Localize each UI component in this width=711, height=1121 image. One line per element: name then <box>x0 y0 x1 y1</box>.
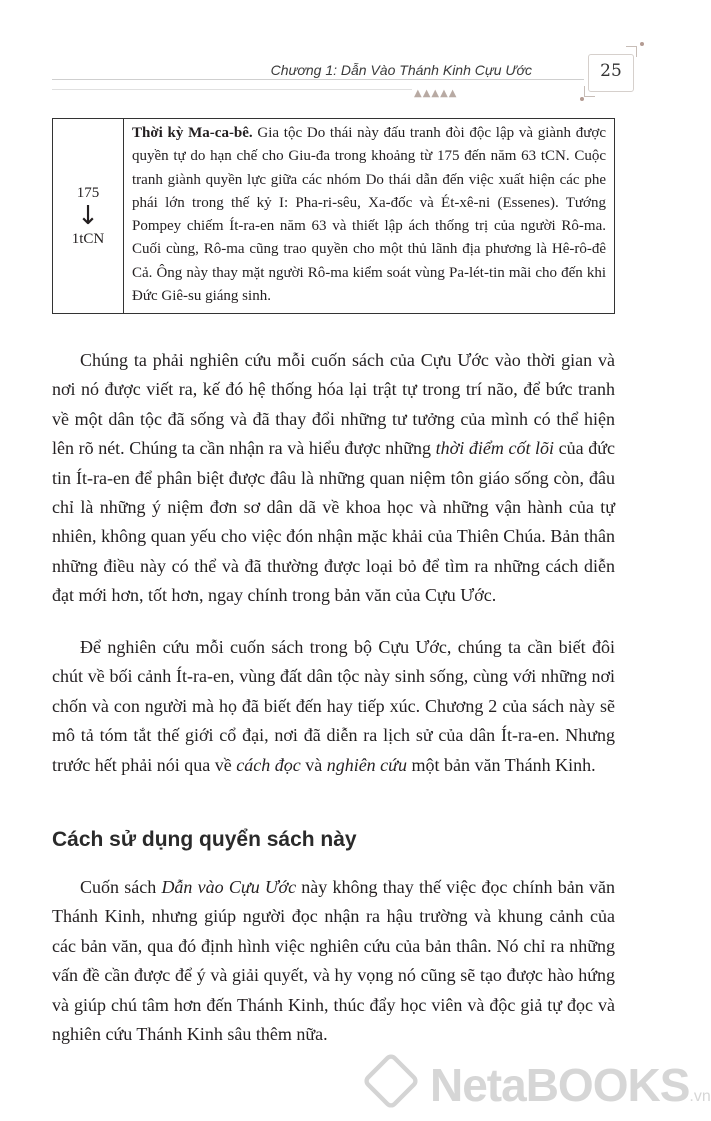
page-number: 25 <box>600 61 622 81</box>
timeline-table <box>52 118 615 314</box>
dot-ornament <box>640 42 644 46</box>
timeline-row <box>53 119 615 314</box>
body-paragraph-1 <box>52 346 615 611</box>
paragraph-text: này không thay thế việc đọc chính bản văn Thánh Kinh, nhưng giúp người đọc nhận ra hậu trường và khung cảnh của các bản văn, qua đó định hình việc nghiên cứu của bản thân. Nó chỉ ra những vấn đề cần được để ý và giải quyết, và hy vọng nó cũng sẽ tạo được hào hứng và giúp chú tâm hơn đến Thánh Kinh, thúc đẩy học viên và độc giả tự đọc và nghiên cứu Thánh Kinh sâu thêm nữa. <box>52 877 615 1045</box>
watermark-text <box>430 1058 711 1112</box>
date-end: 1tCN <box>71 231 105 248</box>
period-description: Gia tộc Do thái này đấu tranh đòi độc lập và giành được quyền tự do hạn chế cho Giu-đa trong khoảng từ 175 đến năm 63 tCN. Cuộc tranh giành quyền lực giữa các nhóm Do thái dẫn đến việc xuất hiện các phe phái lớn trong thế kỷ I: Pha-ri-sêu, Xa-đốc và Ét-xê-ni (Essenes). Tướng Pompey chiếm Ít-ra-en năm 63 và thiết lập ách thống trị của người Rô-ma. Cuối cùng, Rô-ma cũng trao quyền cho một thủ lãnh địa phương là Hê-rô-đê Cả. Ông này thay mặt người Rô-ma kiểm soát vùng Pa-lét-tin mãi cho đến khi Đức Giê-su giáng sinh. <box>132 125 607 305</box>
header-rule-secondary <box>52 89 412 90</box>
body-paragraph-2 <box>52 633 615 780</box>
period-description-cell <box>124 119 615 314</box>
emphasis-text: nghiên cứu <box>326 754 407 775</box>
netabooks-logo-icon <box>361 1051 420 1110</box>
paragraph-text: của đức tin Ít-ra-en để phân biệt được đâu là những quan niệm tôn giáo sống còn, đâu chỉ là những ý niệm đơn sơ dân dã về khoa học và những vận hành của tự nhiên, không quan yếu cho việc đón nhận mặc khải của Thiên Chúa. Bản thân những điều này có thể và đã thường được loại bỏ để tìm ra những cách diễn đạt mới hơn, tốt hơn, ngay chính trong bản văn của Cựu Ước. <box>52 438 615 606</box>
period-title: Thời kỳ Ma-ca-bê. <box>132 125 253 141</box>
section-heading: Cách sử dụng quyển sách này <box>52 828 357 851</box>
star-ornament-icon: ▲▲▲▲▲ <box>414 88 458 99</box>
watermark <box>362 1050 711 1120</box>
paragraph-text: Chúng ta phải nghiên cứu mỗi cuốn sách của Cựu Ước vào thời gian và nơi nó được viết ra, kế đó hệ thống hóa lại trật tự trong trí não, để bức tranh về một dân tộc đã sống và đã thay đổi những tư tưởng của mình có thể hiện lên rõ nét. Chúng ta cần nhận ra và hiểu được những <box>52 350 615 459</box>
arrow-down-icon: ↓ <box>77 201 99 232</box>
emphasis-text: thời điểm cốt lõi <box>435 438 555 459</box>
date-start: 175 <box>76 185 100 202</box>
watermark-suffix: .vn <box>689 1088 711 1105</box>
paragraph-text: Cuốn sách <box>80 877 162 897</box>
header-rule <box>52 79 584 80</box>
emphasis-text: Dẫn vào Cựu Ước <box>161 877 297 897</box>
watermark-brand: NetaBOOKS <box>430 1059 690 1111</box>
emphasis-text: cách đọc <box>236 754 301 775</box>
paragraph-text: và <box>300 754 327 775</box>
running-head: Chương 1: Dẫn Vào Thánh Kinh Cựu Ước <box>270 62 532 78</box>
paragraph-text: Để nghiên cứu mỗi cuốn sách trong bộ Cựu Ước, chúng ta cần biết đôi chút về bối cảnh Ít-ra-en, vùng đất dân tộc này sinh sống, cùng với những nơi chốn và con người mà họ đã biết đến hay tiếp xúc. Chương 2 của sách này sẽ mô tả tóm tắt thế giới cổ đại, nơi đã diễn ra lịch sử của dân Ít-ra-en. Nhưng trước hết phải nói qua về <box>52 637 615 775</box>
body-paragraph-3 <box>52 873 615 1049</box>
dot-ornament <box>580 97 584 101</box>
date-range-cell <box>53 119 124 314</box>
paragraph-text: một bản văn Thánh Kinh. <box>406 754 596 775</box>
page-number-box <box>588 54 634 92</box>
